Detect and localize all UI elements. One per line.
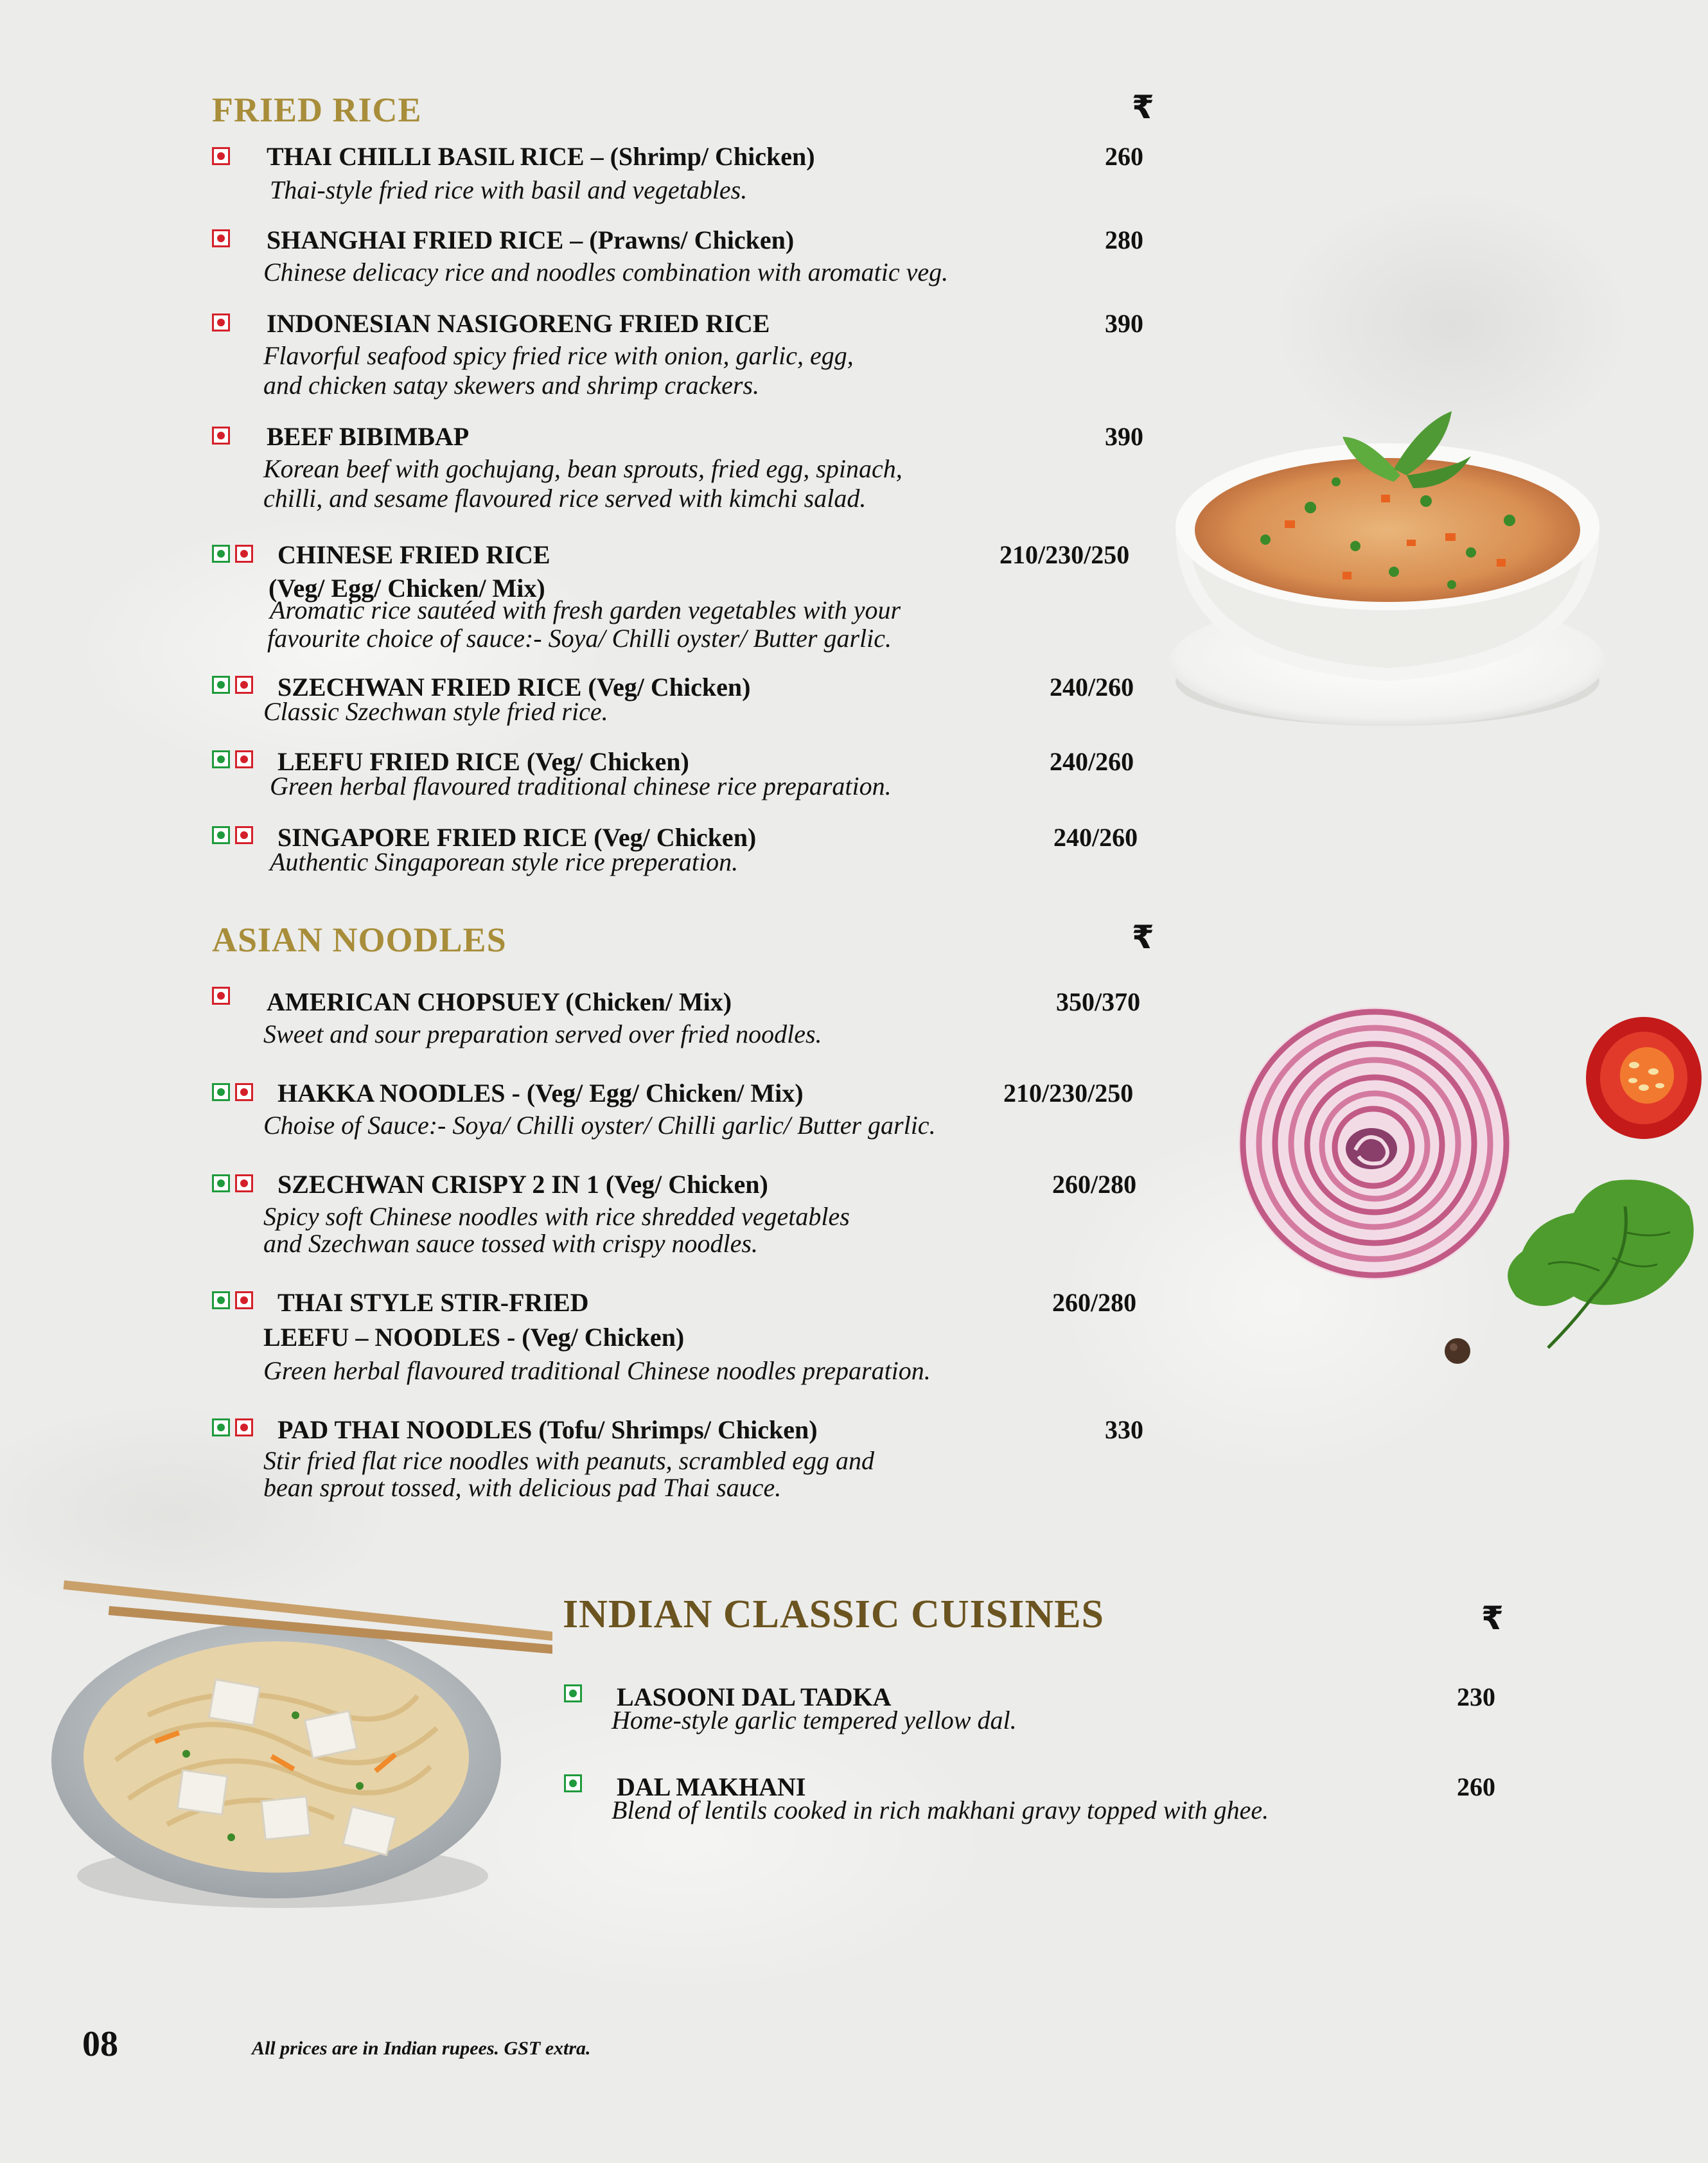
menu-item-name: THAI STYLE STIR-FRIED — [277, 1288, 589, 1317]
menu-item-name-variants: (Veg/ Egg/ Chicken/ Mix) — [269, 574, 545, 603]
coriander-leaf-image — [1497, 1168, 1708, 1354]
menu-item-name: LASOONI DAL TADKA — [617, 1682, 892, 1711]
veg-mark-icon — [212, 826, 230, 844]
menu-item-price: 240/260 — [1050, 747, 1134, 776]
nonveg-mark-icon — [212, 147, 230, 165]
menu-item-desc: bean sprout tossed, with delicious pad Thai sauce. — [263, 1473, 782, 1502]
veg-mark-icon — [212, 1291, 230, 1309]
fried-rice-title: FRIED RICE — [212, 91, 422, 129]
menu-item-desc: chilli, and sesame flavoured rice served with kimchi salad. — [263, 484, 867, 513]
menu-item-price: 260 — [1105, 142, 1143, 171]
menu-item-name: CHINESE FRIED RICE — [277, 540, 550, 569]
noodles-bowl-image — [39, 1567, 552, 1914]
menu-item-desc: and Szechwan sauce tossed with crispy noodles. — [263, 1229, 758, 1258]
menu-item-desc: and chicken satay skewers and shrimp crackers. — [263, 371, 760, 400]
menu-item-desc: Green herbal flavoured traditional Chinese noodles preparation. — [263, 1356, 931, 1385]
menu-item-price: 230 — [1457, 1682, 1495, 1711]
veg-mark-icon — [212, 1083, 230, 1101]
menu-item-desc: Spicy soft Chinese noodles with rice shredded vegetables — [263, 1202, 850, 1231]
menu-item-name: LEEFU FRIED RICE (Veg/ Chicken) — [277, 747, 689, 776]
menu-item-desc: Aromatic rice sautéed with fresh garden vegetables with your — [270, 596, 901, 624]
fried-rice-currency: ₹ — [1132, 89, 1154, 126]
onion-slice-image — [1233, 1002, 1516, 1285]
menu-item-price: 260/280 — [1052, 1288, 1137, 1317]
menu-item-name-variants: LEEFU – NOODLES - (Veg/ Chicken) — [263, 1323, 685, 1352]
nonveg-mark-icon — [235, 676, 253, 694]
menu-item-price: 390 — [1105, 309, 1143, 338]
veg-mark-icon — [212, 1174, 230, 1192]
menu-item-name: SHANGHAI FRIED RICE – (Prawns/ Chicken) — [267, 225, 795, 254]
menu-item-price: 350/370 — [1056, 987, 1141, 1016]
menu-item-desc: Blend of lentils cooked in rich makhani gravy topped with ghee. — [612, 1796, 1269, 1824]
page-number: 08 — [82, 2024, 118, 2064]
menu-item-name: HAKKA NOODLES - (Veg/ Egg/ Chicken/ Mix) — [277, 1079, 804, 1108]
menu-item-price: 390 — [1105, 422, 1143, 451]
indian-classic-currency: ₹ — [1481, 1600, 1504, 1637]
nonveg-mark-icon — [235, 545, 253, 563]
price-note: All prices are in Indian rupees. GST extra. — [252, 2038, 591, 2059]
veg-mark-icon — [564, 1774, 582, 1792]
menu-item-desc: Thai-style fried rice with basil and vegetables. — [270, 175, 748, 204]
menu-item-name: INDONESIAN NASIGORENG FRIED RICE — [267, 309, 770, 338]
menu-item-desc: Home-style garlic tempered yellow dal. — [612, 1706, 1017, 1735]
menu-item-desc: favourite choice of sauce:- Soya/ Chilli oyster/ Butter garlic. — [267, 624, 892, 653]
menu-item-price: 280 — [1105, 225, 1143, 254]
nonveg-mark-icon — [235, 1083, 253, 1101]
menu-item-name: SZECHWAN FRIED RICE (Veg/ Chicken) — [277, 673, 751, 702]
menu-item-desc: Chinese delicacy rice and noodles combination with aromatic veg. — [263, 258, 949, 287]
menu-item-price: 330 — [1105, 1415, 1143, 1444]
menu-item-desc: Korean beef with gochujang, bean sprouts, fried egg, spinach, — [263, 454, 902, 483]
nonveg-mark-icon — [235, 1174, 253, 1192]
menu-item-desc: Flavorful seafood spicy fried rice with onion, garlic, egg, — [263, 341, 854, 370]
asian-noodles-currency: ₹ — [1132, 919, 1154, 956]
nonveg-mark-icon — [235, 750, 253, 768]
menu-item-price: 260 — [1457, 1772, 1495, 1801]
menu-item-desc: Sweet and sour preparation served over fried noodles. — [263, 1020, 822, 1048]
menu-item-desc: Stir fried flat rice noodles with peanuts, scrambled egg and — [263, 1446, 875, 1475]
nonveg-mark-icon — [235, 826, 253, 844]
menu-item-price: 210/230/250 — [1003, 1079, 1134, 1108]
asian-noodles-title: ASIAN NOODLES — [212, 921, 507, 959]
menu-item-desc: Classic Szechwan style fried rice. — [263, 697, 608, 726]
nonveg-mark-icon — [212, 313, 230, 331]
fried-rice-bowl-image — [1150, 398, 1625, 732]
nonveg-mark-icon — [235, 1291, 253, 1309]
nonveg-mark-icon — [212, 987, 230, 1005]
menu-item-price: 240/260 — [1050, 673, 1134, 702]
nonveg-mark-icon — [235, 1418, 253, 1436]
veg-mark-icon — [212, 676, 230, 694]
veg-mark-icon — [212, 545, 230, 563]
menu-item-desc: Authentic Singaporean style rice preperation. — [270, 847, 739, 876]
veg-mark-icon — [212, 1418, 230, 1436]
veg-mark-icon — [212, 750, 230, 768]
menu-item-name: SINGAPORE FRIED RICE (Veg/ Chicken) — [277, 823, 757, 852]
nonveg-mark-icon — [212, 427, 230, 445]
indian-classic-title: INDIAN CLASSIC CUISINES — [563, 1593, 1105, 1636]
menu-item-price: 240/260 — [1053, 823, 1138, 852]
menu-item-price: 210/230/250 — [999, 540, 1130, 569]
menu-item-name: AMERICAN CHOPSUEY (Chicken/ Mix) — [267, 987, 732, 1016]
peppercorn-image — [1441, 1335, 1474, 1367]
menu-item-name: THAI CHILLI BASIL RICE – (Shrimp/ Chicken) — [267, 142, 815, 171]
veg-mark-icon — [564, 1684, 582, 1702]
menu-item-name: SZECHWAN CRISPY 2 IN 1 (Veg/ Chicken) — [277, 1170, 768, 1199]
menu-item-name: PAD THAI NOODLES (Tofu/ Shrimps/ Chicken) — [277, 1415, 818, 1444]
nonveg-mark-icon — [212, 229, 230, 247]
chilli-slice-image — [1583, 1014, 1705, 1142]
menu-item-desc: Choise of Sauce:- Soya/ Chilli oyster/ Chilli garlic/ Butter garlic. — [263, 1111, 936, 1140]
menu-item-desc: Green herbal flavoured traditional chinese rice preparation. — [270, 772, 892, 800]
menu-item-name: BEEF BIBIMBAP — [267, 422, 470, 451]
menu-item-price: 260/280 — [1052, 1170, 1137, 1199]
menu-item-name: DAL MAKHANI — [617, 1772, 806, 1801]
